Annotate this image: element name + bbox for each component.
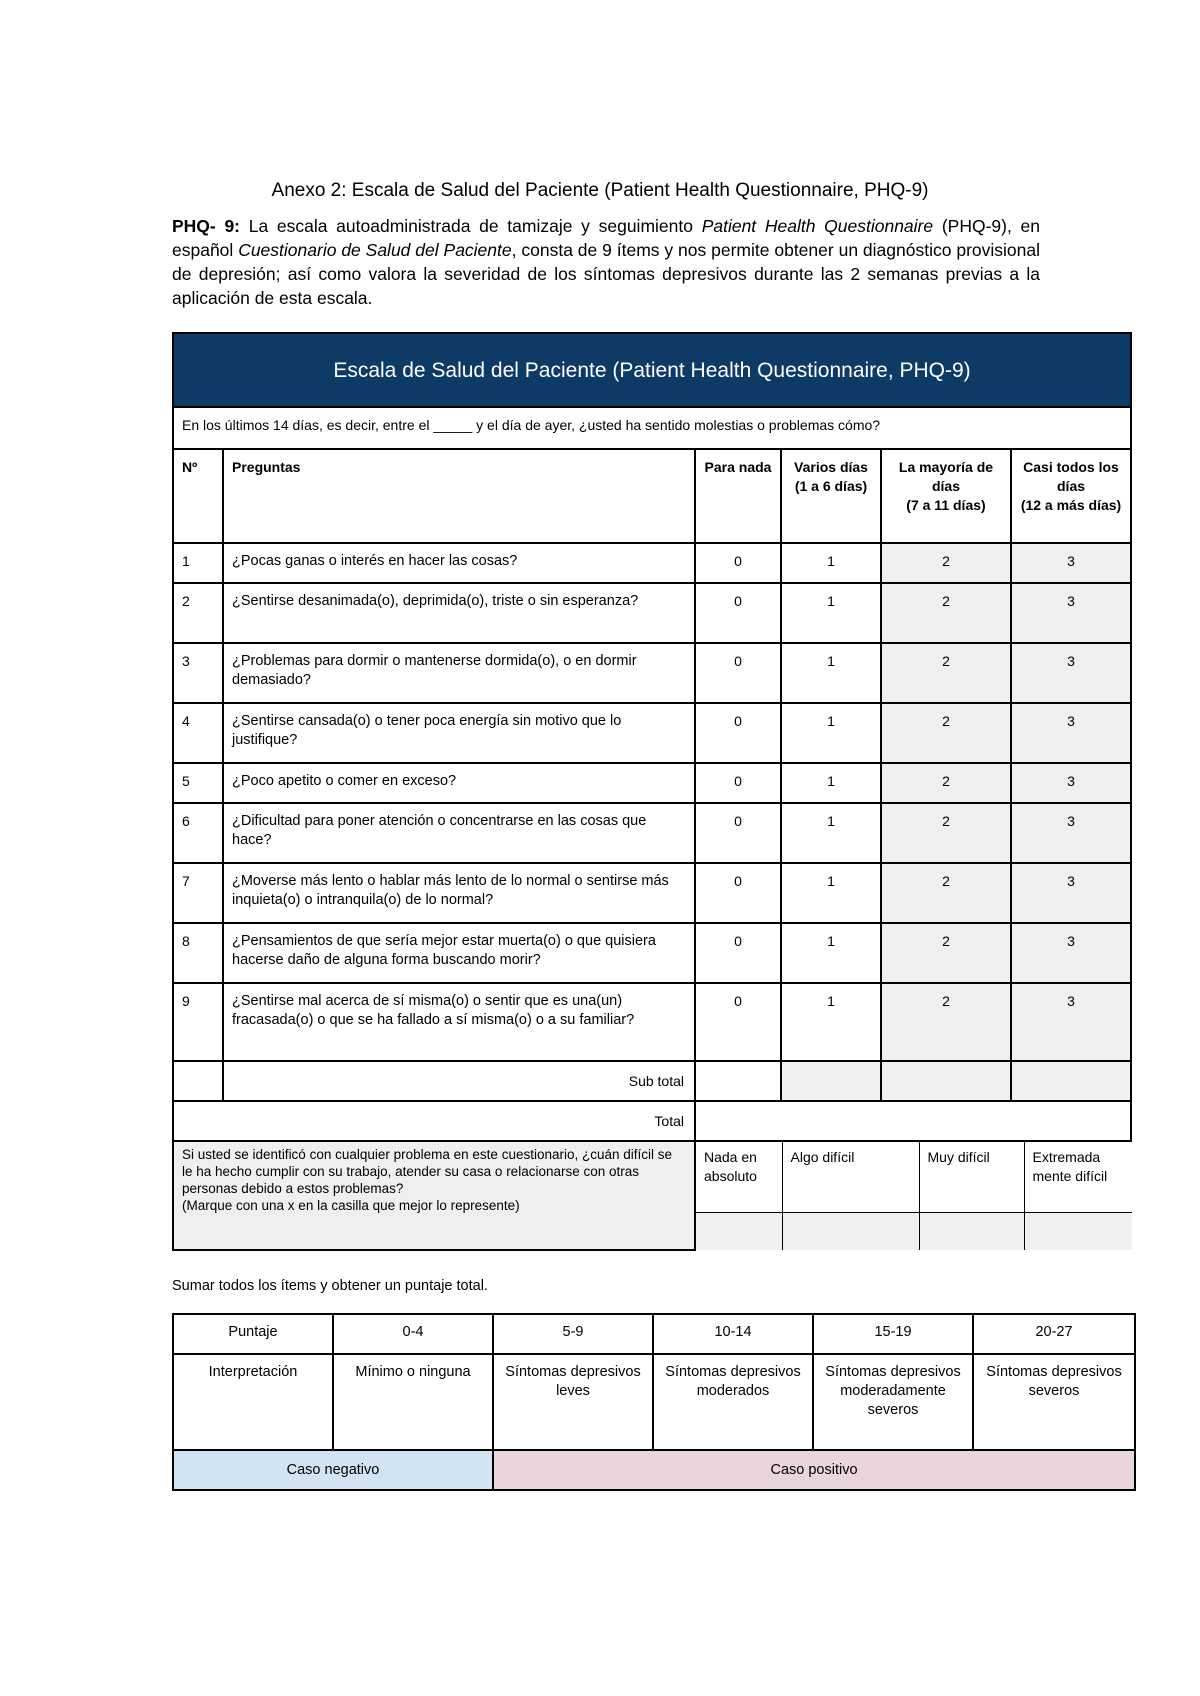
question-row [173, 763, 1131, 803]
total-cell[interactable] [695, 1101, 1131, 1141]
question-rows [173, 543, 1131, 1061]
question-row [173, 543, 1131, 583]
question-text: ¿Pocas ganas o interés en hacer las cosas? [223, 543, 695, 583]
score-label: Puntaje [173, 1314, 333, 1354]
subtotal-blank [173, 1061, 223, 1101]
question-text: ¿Sentirse cansada(o) o tener poca energía sin motivo que lo justifique? [223, 703, 695, 763]
question-row [173, 863, 1131, 923]
intro-label: PHQ- 9: [172, 216, 241, 236]
question-row [173, 983, 1131, 1061]
score-several[interactable]: 1 [781, 863, 881, 923]
page-title: Anexo 2: Escala de Salud del Paciente (Patient Health Questionnaire, PHQ-9) [271, 180, 929, 201]
score-several[interactable]: 1 [781, 543, 881, 583]
score-nearly[interactable]: 3 [1011, 923, 1131, 983]
score-most[interactable]: 2 [881, 703, 1011, 763]
question-row [173, 583, 1131, 643]
score-range: 0-4 [333, 1314, 493, 1354]
difficulty-option-none: Nada en absoluto [696, 1142, 782, 1212]
col-nearly-label: Casi todos los días [1023, 459, 1119, 494]
score-most[interactable]: 2 [881, 543, 1011, 583]
score-nearly[interactable]: 3 [1011, 803, 1131, 863]
col-most-range: (7 a 11 días) [906, 497, 986, 513]
time-prompt: En los últimos 14 días, es decir, entre el _____ y el día de ayer, ¿usted ha sentido molestias o problemas cómo? [173, 407, 1131, 449]
score-several[interactable]: 1 [781, 763, 881, 803]
question-number: 7 [173, 863, 223, 923]
interpretation-cell: Mínimo o ninguna [333, 1354, 493, 1450]
score-nearly[interactable]: 3 [1011, 763, 1131, 803]
question-text: ¿Moverse más lento o hablar más lento de lo normal o sentirse más inquieta(o) o intranquila(o) de lo normal? [223, 863, 695, 923]
score-none[interactable]: 0 [695, 583, 781, 643]
interpretation-cell: Síntomas depresivos leves [493, 1354, 653, 1450]
question-text: ¿Poco apetito o comer en exceso? [223, 763, 695, 803]
difficulty-option-very: Muy difícil [919, 1142, 1024, 1212]
question-number: 9 [173, 983, 223, 1061]
col-most-label: La mayoría de días [898, 459, 994, 494]
difficulty-check-some[interactable] [782, 1212, 919, 1250]
question-row [173, 803, 1131, 863]
score-none[interactable]: 0 [695, 923, 781, 983]
subtotal-cell-b[interactable] [781, 1061, 881, 1101]
score-nearly[interactable]: 3 [1011, 643, 1131, 703]
question-row [173, 703, 1131, 763]
score-most[interactable]: 2 [881, 803, 1011, 863]
intro-text-3: , consta de 9 ítems y nos permite obtener un diagnóstico provisional de depresión; así como valora la severidad de los síntomas depresivos durante las 2 semanas previas a la aplicación de esta escala. [172, 240, 1040, 308]
col-nearly-header [1011, 449, 1131, 543]
interpretation-cell: Síntomas depresivos moderadamente severos [813, 1354, 973, 1450]
score-none[interactable]: 0 [695, 643, 781, 703]
score-none[interactable]: 0 [695, 983, 781, 1061]
score-most[interactable]: 2 [881, 583, 1011, 643]
question-number: 5 [173, 763, 223, 803]
col-several-range: (1 a 6 días) [794, 478, 868, 494]
table-header: Escala de Salud del Paciente (Patient Health Questionnaire, PHQ-9) [173, 333, 1131, 407]
question-number: 3 [173, 643, 223, 703]
question-number: 6 [173, 803, 223, 863]
score-range: 15-19 [813, 1314, 973, 1354]
question-text: ¿Pensamientos de que sería mejor estar muerta(o) o que quisiera hacerse daño de alguna forma buscando morir? [223, 923, 695, 983]
intro-paragraph [172, 214, 1040, 310]
score-none[interactable]: 0 [695, 703, 781, 763]
col-question-header: Preguntas [223, 449, 695, 543]
intro-text-2: (PHQ-9), en español [172, 216, 1040, 260]
subtotal-cell-a[interactable] [695, 1061, 781, 1101]
score-nearly[interactable]: 3 [1011, 983, 1131, 1061]
col-most-header [881, 449, 1011, 543]
question-row [173, 643, 1131, 703]
score-most[interactable]: 2 [881, 923, 1011, 983]
difficulty-option-some: Algo difícil [782, 1142, 919, 1212]
score-most[interactable]: 2 [881, 763, 1011, 803]
score-range: 10-14 [653, 1314, 813, 1354]
score-several[interactable]: 1 [781, 583, 881, 643]
difficulty-question [173, 1141, 695, 1250]
score-range: 20-27 [973, 1314, 1135, 1354]
subtotal-cell-d[interactable] [1011, 1061, 1131, 1101]
col-several-header [781, 449, 881, 543]
question-number: 1 [173, 543, 223, 583]
question-number: 4 [173, 703, 223, 763]
interpretation-label: Interpretación [173, 1354, 333, 1450]
question-text: ¿Problemas para dormir o mantenerse dormida(o), o en dormir demasiado? [223, 643, 695, 703]
intro-italic-2: Cuestionario de Salud del Paciente [238, 240, 512, 260]
score-range: 5-9 [493, 1314, 653, 1354]
positive-case: Caso positivo [493, 1450, 1135, 1490]
score-none[interactable]: 0 [695, 803, 781, 863]
col-none-header: Para nada [695, 449, 781, 543]
score-nearly[interactable]: 3 [1011, 863, 1131, 923]
difficulty-question-text: Si usted se identificó con cualquier problema en este cuestionario, ¿cuán difícil se le ha hecho cumplir con su trabajo, atender su casa o relacionarse con otras personas debido a estos problemas? [182, 1147, 673, 1196]
difficulty-check-extreme[interactable] [1024, 1212, 1132, 1250]
score-nearly[interactable]: 3 [1011, 703, 1131, 763]
question-row [173, 923, 1131, 983]
difficulty-check-none[interactable] [696, 1212, 782, 1250]
score-none[interactable]: 0 [695, 543, 781, 583]
intro-text-1: La escala autoadministrada de tamizaje y seguimiento [240, 216, 702, 236]
question-text: ¿Sentirse desanimada(o), deprimida(o), triste o sin esperanza? [223, 583, 695, 643]
score-nearly[interactable]: 3 [1011, 583, 1131, 643]
score-most[interactable]: 2 [881, 643, 1011, 703]
score-most[interactable]: 2 [881, 863, 1011, 923]
difficulty-options [695, 1141, 1131, 1250]
col-number-header: Nº [173, 449, 223, 543]
question-text: ¿Dificultad para poner atención o concentrarse en las cosas que hace? [223, 803, 695, 863]
difficulty-options-table [696, 1142, 1132, 1250]
col-several-label: Varios días [794, 459, 868, 475]
score-several[interactable]: 1 [781, 923, 881, 983]
score-none[interactable]: 0 [695, 863, 781, 923]
score-table [172, 1313, 1136, 1491]
score-several[interactable]: 1 [781, 703, 881, 763]
intro-italic-1: Patient Health Questionnaire [701, 216, 934, 236]
subtotal-label: Sub total [223, 1061, 695, 1101]
score-several[interactable]: 1 [781, 643, 881, 703]
score-nearly[interactable]: 3 [1011, 543, 1131, 583]
subtotal-cell-c[interactable] [881, 1061, 1011, 1101]
question-number: 8 [173, 923, 223, 983]
sum-instruction: Sumar todos los ítems y obtener un puntaje total. [172, 1278, 488, 1294]
interpretation-cell: Síntomas depresivos moderados [653, 1354, 813, 1450]
negative-case: Caso negativo [173, 1450, 493, 1490]
interpretation-cell: Síntomas depresivos severos [973, 1354, 1135, 1450]
score-several[interactable]: 1 [781, 803, 881, 863]
col-nearly-range: (12 a más días) [1020, 497, 1122, 513]
total-label: Total [173, 1101, 695, 1141]
phq9-table [172, 332, 1132, 1251]
question-text: ¿Sentirse mal acerca de sí misma(o) o sentir que es una(un) fracasada(o) o que se ha fallado a sí misma(o) o a su familiar? [223, 983, 695, 1061]
difficulty-note: (Marque con una x en la casilla que mejor lo represente) [182, 1198, 520, 1213]
score-none[interactable]: 0 [695, 763, 781, 803]
score-several[interactable]: 1 [781, 983, 881, 1061]
question-number: 2 [173, 583, 223, 643]
difficulty-option-extreme: Extremada mente difícil [1024, 1142, 1132, 1212]
score-most[interactable]: 2 [881, 983, 1011, 1061]
difficulty-check-very[interactable] [919, 1212, 1024, 1250]
